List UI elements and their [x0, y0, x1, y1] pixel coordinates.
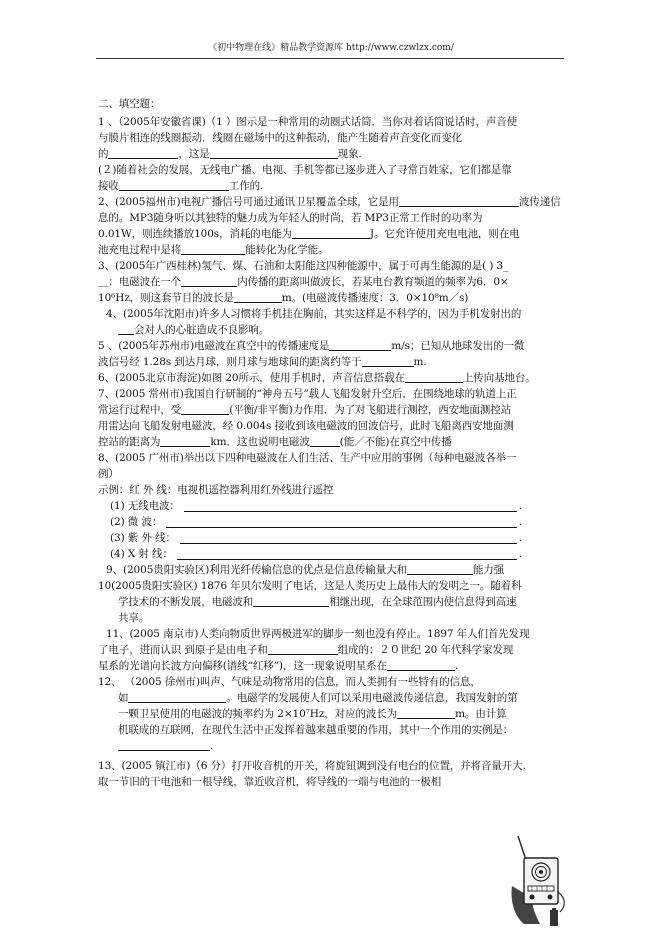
q1-line5	[98, 178, 568, 194]
q8-answer-line[interactable]	[177, 547, 517, 560]
q3-line3	[98, 290, 568, 306]
q12-text: 一颗卫星使用的电磁波的频率约为 2×10⁷Hz，对应的波长为	[118, 708, 398, 720]
wire-line	[558, 892, 564, 912]
q3-text: m。(电磁波传播速度：3．0×10⁸m／s)	[281, 292, 469, 304]
knob-icon	[548, 895, 553, 900]
q2-text: 波传递信	[518, 196, 561, 208]
header-rule	[96, 58, 564, 59]
q1-text: ，这是	[178, 148, 210, 160]
q5-line1	[98, 338, 568, 354]
q1-text: 工作的.	[228, 180, 264, 192]
q1-blank-1[interactable]	[108, 146, 178, 159]
q1-text: 接收	[98, 180, 119, 192]
q5-text: 波信号经 1.28s 到达月球，则月球与地球间的距离约等于	[98, 356, 362, 368]
section-title: 二、填空题：	[98, 98, 161, 110]
q10-blank-1[interactable]	[253, 594, 329, 607]
q12-line5	[98, 738, 568, 754]
q8-example: 示例：红 外 线：电视机遥控器利用红外线进行遥控	[98, 484, 334, 496]
q8-item-end: .	[518, 548, 522, 560]
q12-blank-2[interactable]	[397, 706, 455, 719]
q7-line2	[98, 402, 568, 418]
q7-text: 控站的距离为	[98, 436, 161, 448]
q10-line1: 10(2005贵阳实验区) 1876 年贝尔发明了电话，这是人类历史上最伟大的发明之一。随着科	[98, 580, 522, 592]
q5-line2	[98, 354, 568, 370]
q2-blank-1[interactable]	[399, 194, 519, 207]
q2-line3	[98, 226, 568, 242]
q8-item-3	[98, 530, 568, 546]
q8-item-4	[98, 546, 568, 562]
q8-item-label: (1) 无线电波：	[110, 500, 180, 512]
q1-line4: (２)随着社会的发展，无线电广播、电视、手机等都已逐步进入了寻常百姓家，它们都是靠	[98, 164, 512, 176]
q8-item-label: (4) X 射 线：	[110, 548, 173, 560]
q12-line2	[98, 690, 568, 706]
antenna-line	[518, 836, 526, 860]
q12-line4: 机联成的互联网，在现代生活中正发挥着越来越重要的作用，其中一个作用的实例是：	[118, 724, 514, 736]
q1-line3	[98, 146, 568, 162]
q2-text: 2、(2005福州市)电视广播信号可通过通讯卫星覆盖全球，它是用	[98, 196, 399, 208]
q8-line2: 例）	[98, 468, 119, 480]
q11-text: 组成的；２０世纪 20 年代科学家发现	[337, 644, 514, 656]
battery-icon	[550, 910, 558, 926]
q12-line3	[98, 706, 568, 722]
q1-line2: 与膜片相连的线圈振动．线圈在磁场中的这种振动，能产生随着声音变化而变化	[98, 132, 462, 144]
q3-line2	[98, 274, 568, 290]
q4-blank-1[interactable]	[118, 322, 134, 335]
q8-answer-line[interactable]	[184, 499, 517, 512]
q2-text: 0.01W，则连续播放100s，消耗的电能为	[98, 228, 292, 240]
q11-line3	[98, 658, 568, 674]
q9-line1	[98, 562, 568, 578]
q11-line1: 11、(2005 南京市)人类向物质世界两极进军的脚步一刻也没有停止。1897 年人们首先发现	[106, 628, 530, 640]
q7-blank-3[interactable]	[310, 434, 340, 447]
q8-item-end: .	[518, 532, 522, 544]
q8-answer-line[interactable]	[180, 531, 517, 544]
q7-text: km．这也说明电磁波	[210, 436, 310, 448]
q6-line1	[98, 370, 568, 386]
q9-text: 9、(2005贵阳实验区)利用光纤传输信息的优点是信息传输量大和	[106, 564, 407, 576]
q6-text: 上传向基地台。	[462, 372, 536, 384]
q2-text: 能转化为化学能。	[245, 244, 329, 256]
q7-text: 常运行过程中，受	[98, 404, 182, 416]
q6-text: 6、(2005北京市海淀)如图 20所示，使用手机时，声音信息搭载在	[98, 372, 405, 384]
q7-blank-2[interactable]	[160, 434, 210, 447]
q2-line4	[98, 242, 568, 258]
q3-text: 内传播的距离叫做波长，若某电台教育频道的频率为6．0×	[237, 276, 509, 288]
q10-text: 相继出现，在全球范围内使信息得到高速	[329, 596, 517, 608]
knob-icon	[530, 895, 535, 900]
q8-item-label: (3) 紫 外 线：	[110, 532, 176, 544]
radio-battery-illustration	[506, 832, 570, 928]
q8-item-label: (2) 微 波：	[110, 516, 163, 528]
q1-text: 现象.	[337, 148, 362, 160]
q10-line3: 共享。	[118, 612, 150, 624]
q11-text: 了电子，进而认识 到原子是由电子和	[98, 644, 268, 656]
q9-blank-1[interactable]	[407, 562, 473, 575]
document-body	[98, 96, 568, 790]
q5-blank-2[interactable]	[362, 354, 414, 367]
q12-text: 如	[118, 692, 129, 704]
q2-text: 池充电过程中是将	[98, 244, 182, 256]
q12-text: .	[210, 740, 214, 752]
q11-blank-1[interactable]	[268, 642, 338, 655]
q8-item-end: .	[518, 500, 522, 512]
q5-blank-1[interactable]	[329, 338, 391, 351]
q5-text: m/s；已知从地球发出的一微	[391, 340, 525, 352]
q7-text: (能／不能)在真空中传播	[339, 436, 452, 448]
q7-text: (平衡/非平衡)力作用．为了对飞船进行测控，西安地面测控站	[229, 404, 512, 416]
q2-text: J。它允许使用充电电池，则在电	[369, 228, 520, 240]
q6-blank-1[interactable]	[405, 370, 463, 383]
q1-line1: 1 、（2005年安徽省课)（1 ）图示是一种常用的动圈式话筒．当你对着话筒说话时，声音使	[98, 116, 518, 128]
q4-text: 会对人的心脏造成不良影响。	[134, 324, 270, 336]
q1-text: 的	[98, 148, 109, 160]
q11-blank-2[interactable]	[387, 658, 455, 671]
q2-line1	[98, 194, 568, 210]
q3-text: ＿：电磁波在一个	[98, 276, 182, 288]
q8-item-2	[98, 514, 568, 530]
q13-line2: 取一节旧的干电池和一根导线，靠近收音机，将导线的一端与电池的一极相	[98, 776, 442, 788]
q10-text: 学技术的不断发展，电磁波和	[118, 596, 254, 608]
q8-item-1	[98, 498, 568, 514]
q7-blank-1[interactable]	[181, 402, 229, 415]
q2-line2: 息的。MP3随身听以其独特的魅力成为年轻人的时尚，若 MP3正常工作时的功率为	[98, 212, 483, 224]
q3-blank-2[interactable]	[234, 290, 282, 303]
q11-text: 星系的光谱向长波方向偏移(谱线“红移”)，这一现象说明星系在	[98, 660, 387, 672]
q7-line1: 7、(2005 常州市)我国自行研制的“神舟五号”载人飞船发射升空后，在围绕地球的轨道上正	[98, 388, 517, 400]
q4-line2	[98, 322, 568, 338]
q12-blank-3[interactable]	[118, 738, 210, 751]
q12-blank-1[interactable]	[128, 690, 226, 703]
q8-line1: 8、(2005 广州市)举出以下四种电磁波在人们生活、生产中应用的事例（每种电磁波各举一	[98, 452, 517, 464]
page-header: 《初中物理在线》精品教学资源库 http://www.czwlzx.com/	[208, 43, 454, 53]
q3-line1: 3、(2005年广西桂林)氢气、煤、石油和太阳能这四种能源中，属于可再生能源的是( ) 3_	[98, 260, 509, 272]
q12-text: 。电磁学的发展使人们可以采用电磁波传递信息，我国发射的第	[226, 692, 518, 704]
q8-item-end: .	[518, 516, 522, 528]
q5-text: 5 、(2005年苏州市)电磁波在真空中的传播速度是	[98, 340, 330, 352]
q11-line2	[98, 642, 568, 658]
q7-line4	[98, 434, 568, 450]
q10-line2	[98, 594, 568, 610]
q1-blank-3[interactable]	[119, 178, 229, 191]
q13-line1: 13、(2005 镇江市)（6 分）打开收音机的开关，将旋钮调到没有电台的位置，并将音量开大.	[98, 760, 526, 772]
q11-text: .	[454, 660, 459, 672]
q1-blank-2[interactable]	[210, 146, 338, 159]
q8-answer-line[interactable]	[166, 515, 517, 528]
q9-text: 能力强	[472, 564, 505, 576]
q3-blank-1[interactable]	[181, 274, 237, 287]
q7-line3: 用雷达向飞船发射电磁波，经 0.004s 接收到该电磁波的回波信号，此时飞船离西安地面测	[98, 420, 514, 432]
q2-blank-2[interactable]	[292, 226, 370, 239]
q2-blank-3[interactable]	[181, 242, 245, 255]
q3-text: 10⁶Hz，则这套节目的波长是	[98, 292, 234, 304]
q12-text: m。由计算	[455, 708, 507, 720]
q12-line1: 12、 （2005 徐州市)叫声、气味是动物常用的信息，而人类拥有一些特有的信息，	[98, 676, 481, 688]
q5-text: m.	[413, 356, 427, 368]
q4-line1: 4、(2005年沈阳市)许多人习惯将手机挂在胸前，其实这样是不科学的，因为手机发射出的	[106, 308, 522, 320]
